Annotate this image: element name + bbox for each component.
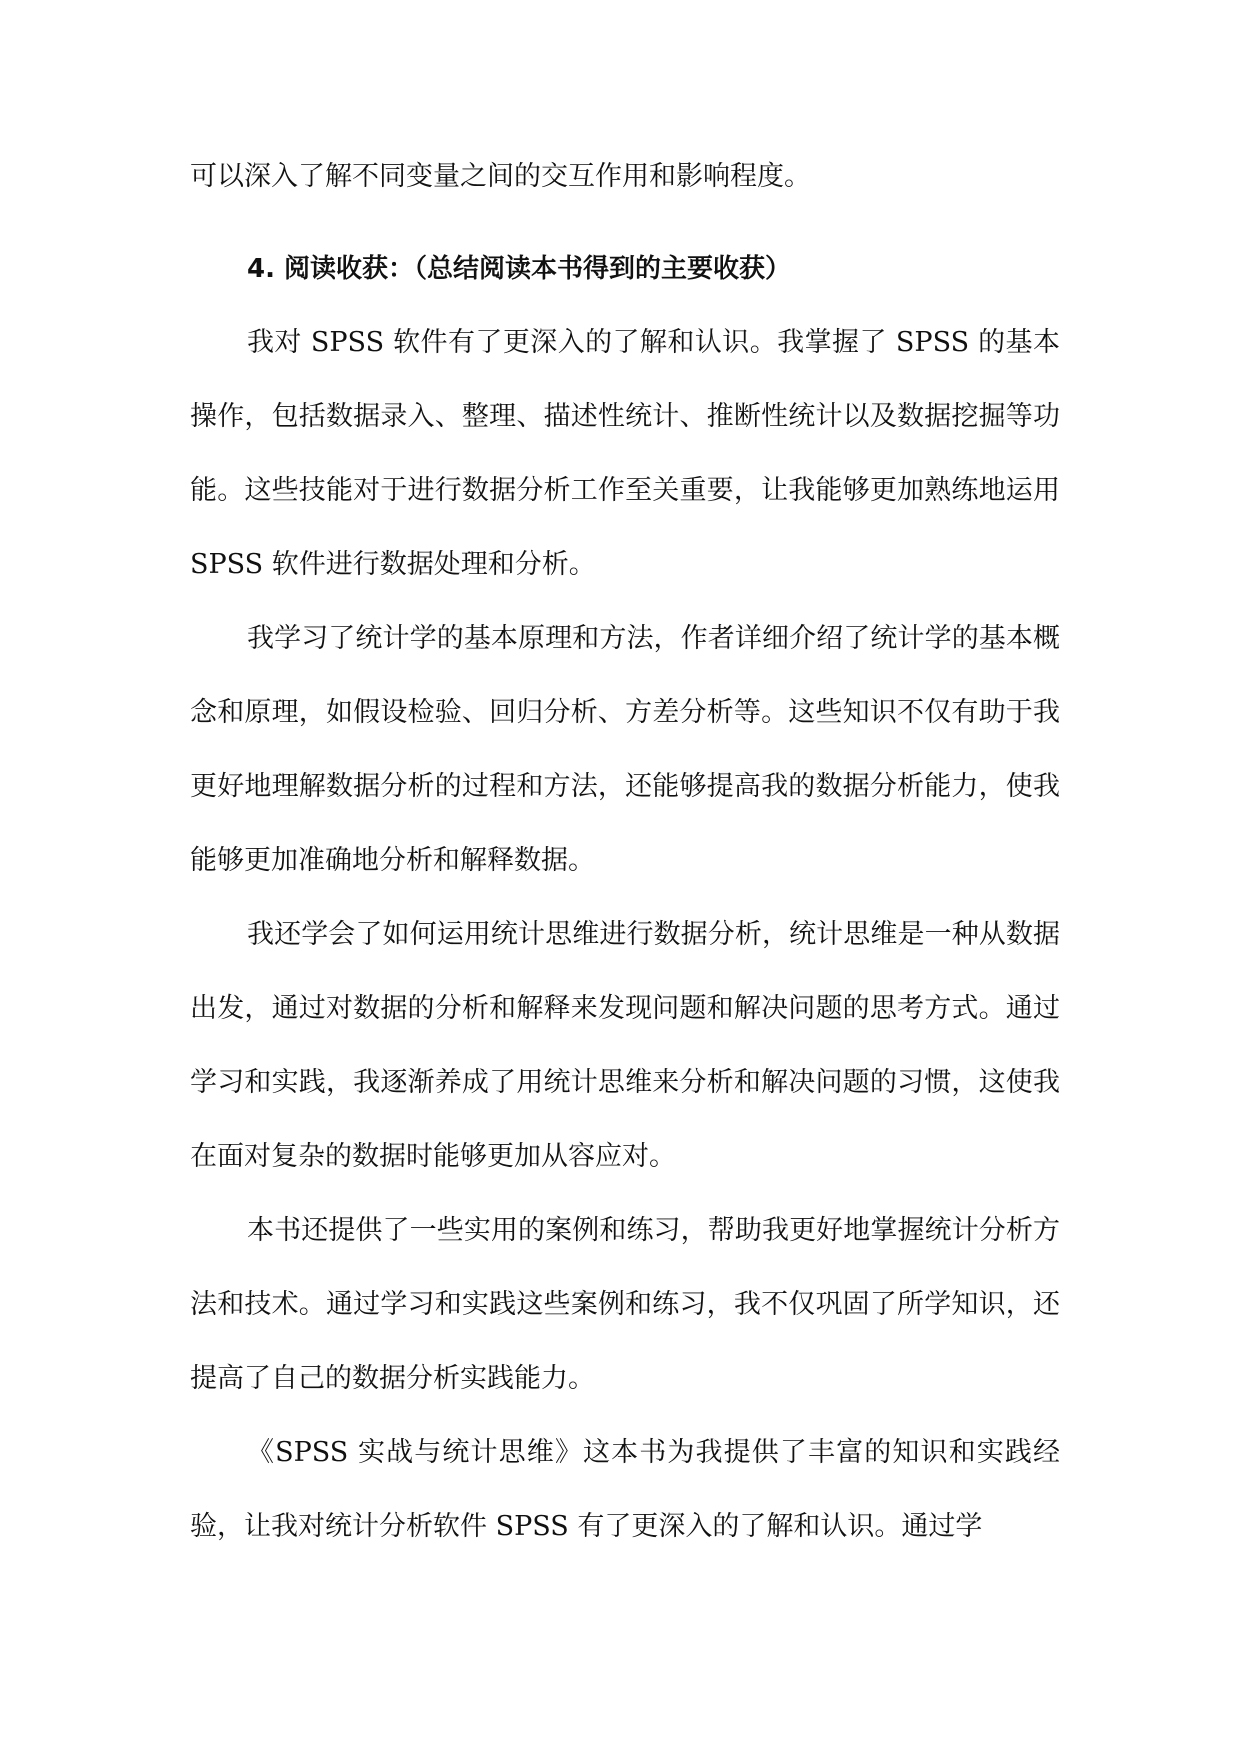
paragraph-book-summary: 《SPSS 实战与统计思维》这本书为我提供了丰富的知识和实践经验，让我对统计分析软件 SPSS 有了更深入的了解和认识。通过学 <box>190 1437 1060 1542</box>
paragraph-cases-practice: 本书还提供了一些实用的案例和练习，帮助我更好地掌握统计分析方法和技术。通过学习和实践这些案例和练习，我不仅巩固了所学知识，还提高了自己的数据分析实践能力。 <box>190 1215 1060 1394</box>
section-heading: 4. 阅读收获：（总结阅读本书得到的主要收获） <box>247 254 792 284</box>
paragraph-statistical-thinking: 我还学会了如何运用统计思维进行数据分析，统计思维是一种从数据出发，通过对数据的分析和解释来发现问题和解决问题的思考方式。通过学习和实践，我逐渐养成了用统计思维来分析和解决问题的习惯，这使我在面对复杂的数据时能够更加从容应对。 <box>190 919 1060 1172</box>
paragraph-spss-basics: 我对 SPSS 软件有了更深入的了解和认识。我掌握了 SPSS 的基本操作，包括数据录入、整理、描述性统计、推断性统计以及数据挖掘等功能。这些技能对于进行数据分析工作至关重要，让我能够更加熟练地运用 SPSS 软件进行数据处理和分析。 <box>190 327 1060 580</box>
paragraph-statistics-principles: 我学习了统计学的基本原理和方法，作者详细介绍了统计学的基本概念和原理，如假设检验、回归分析、方差分析等。这些知识不仅有助于我更好地理解数据分析的过程和方法，还能够提高我的数据分析能力，使我能够更加准确地分析和解释数据。 <box>190 623 1060 876</box>
section-spacer <box>190 214 1060 232</box>
intro-line: 可以深入了解不同变量之间的交互作用和影响程度。 <box>190 161 811 192</box>
document-body <box>190 140 1060 1564</box>
